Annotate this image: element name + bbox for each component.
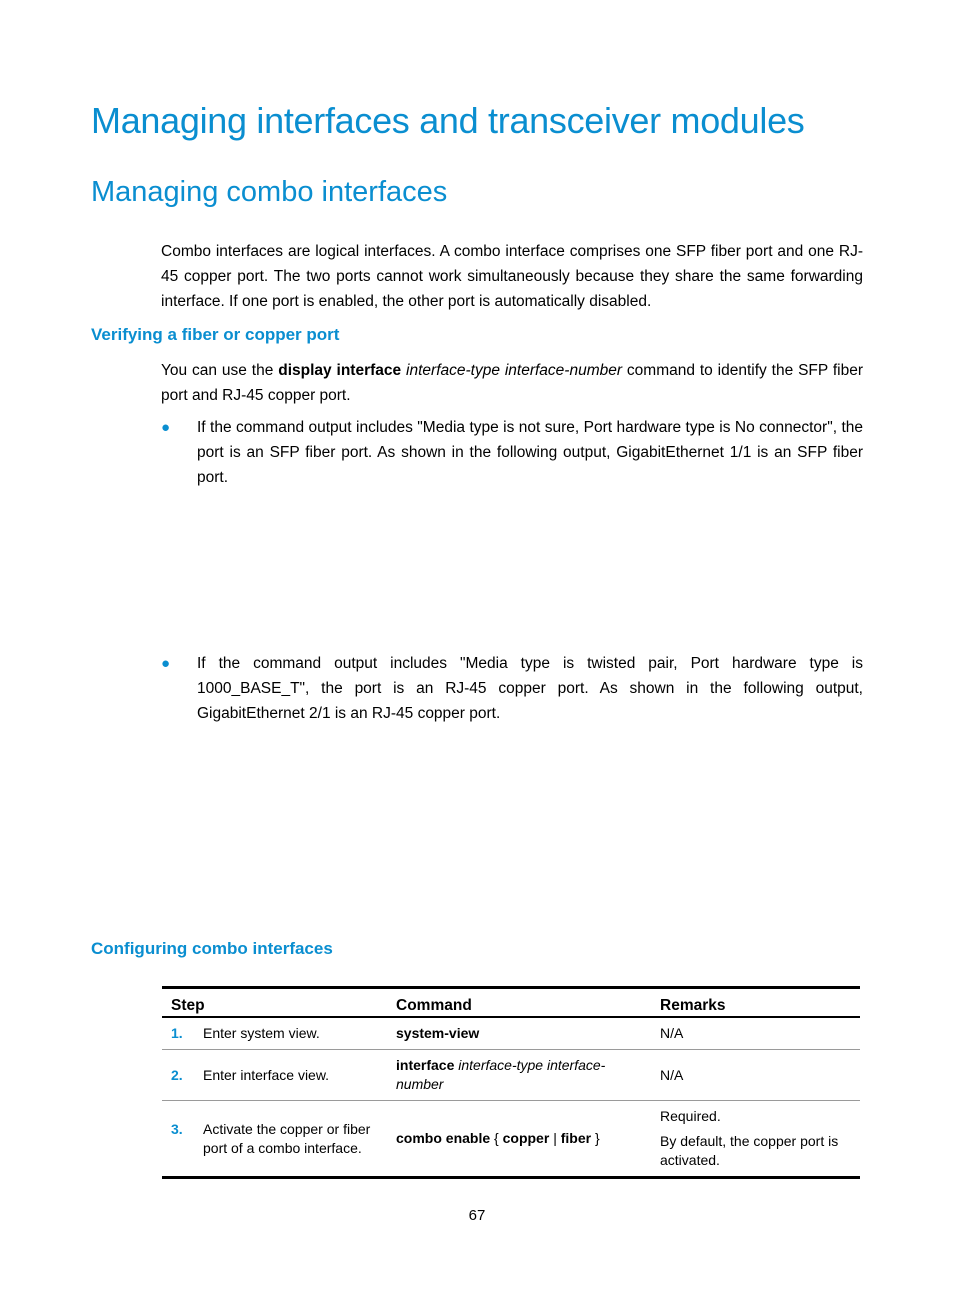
header-command: Command — [396, 988, 660, 1018]
step-text: Enter system view. — [203, 1025, 320, 1041]
verify-paragraph — [161, 358, 863, 408]
command-arguments: interface-type interface-number — [396, 1057, 606, 1092]
command-keyword: system-view — [396, 1025, 480, 1041]
section-title: Managing combo interfaces — [91, 176, 448, 208]
step-cell — [162, 1050, 396, 1101]
remark-text: By default, the copper port is activated. — [660, 1133, 839, 1168]
option-fiber: fiber — [560, 1130, 592, 1146]
command-arguments: interface-type interface-number — [406, 362, 623, 379]
configure-heading: Configuring combo interfaces — [91, 939, 333, 958]
brace-close: } — [594, 1130, 600, 1146]
table-row — [162, 1017, 860, 1050]
command-keyword: interface — [396, 1057, 455, 1073]
table-header-row — [162, 988, 860, 1018]
bullet-copper-port — [161, 651, 863, 726]
header-step: Step — [162, 988, 396, 1018]
bullet-copper-text: If the command output includes "Media type is twisted pair, Port hardware type is 1000_BASE_T", the port is an RJ-45 copper port. As shown in the following output, GigabitEthernet 2/1 is an RJ-45 copper port. — [197, 655, 863, 722]
bullet-dot-icon: ● — [161, 419, 171, 436]
step-cell — [162, 1017, 396, 1050]
bullet-dot-icon: ● — [161, 655, 171, 672]
step-number: 3. — [171, 1120, 183, 1137]
verify-heading: Verifying a fiber or copper port — [91, 325, 340, 344]
step-number: 1. — [171, 1025, 183, 1041]
intro-paragraph: Combo interfaces are logical interfaces. A combo interface comprises one SFP fiber port and one RJ-45 copper port. The two ports cannot work simultaneously because they share the same forwarding interface. If one port is enabled, the other port is automatically disabled. — [161, 243, 863, 310]
remarks-cell — [660, 1017, 860, 1050]
command-cell — [396, 1101, 660, 1178]
step-text: Enter interface view. — [203, 1066, 330, 1083]
step-cell — [162, 1101, 396, 1178]
verify-text-after: command to identify the SFP fiber port and RJ-45 copper port. — [161, 362, 863, 404]
bullet-fiber-text: If the command output includes "Media type is not sure, Port hardware type is No connector", the port is an SFP fiber port. As shown in the following output, GigabitEthernet 1/1 is an SFP fiber port. — [197, 419, 863, 486]
command-cell — [396, 1050, 660, 1101]
remark-text: N/A — [660, 1025, 684, 1041]
table-row — [162, 1101, 860, 1178]
display-interface-command: display interface — [278, 362, 402, 379]
config-steps-table — [162, 986, 860, 1179]
bullet-fiber-port — [161, 415, 863, 490]
page-title: Managing interfaces and transceiver modules — [91, 100, 805, 141]
page-number: 67 — [468, 1207, 486, 1224]
step-text: Activate the copper or fiber port of a combo interface. — [203, 1120, 371, 1156]
command-keyword: combo enable — [396, 1130, 491, 1146]
command-cell — [396, 1017, 660, 1050]
step-number: 2. — [171, 1066, 183, 1083]
remarks-cell — [660, 1050, 860, 1101]
table-row — [162, 1050, 860, 1101]
remark-text: Required. — [660, 1108, 721, 1124]
brace-open: { — [494, 1130, 499, 1146]
option-copper: copper — [502, 1130, 550, 1146]
option-separator: | — [553, 1130, 557, 1146]
verify-text-before: You can use the — [161, 362, 274, 379]
remarks-cell — [660, 1101, 860, 1178]
remark-text: N/A — [660, 1066, 684, 1083]
header-remarks: Remarks — [660, 988, 860, 1018]
